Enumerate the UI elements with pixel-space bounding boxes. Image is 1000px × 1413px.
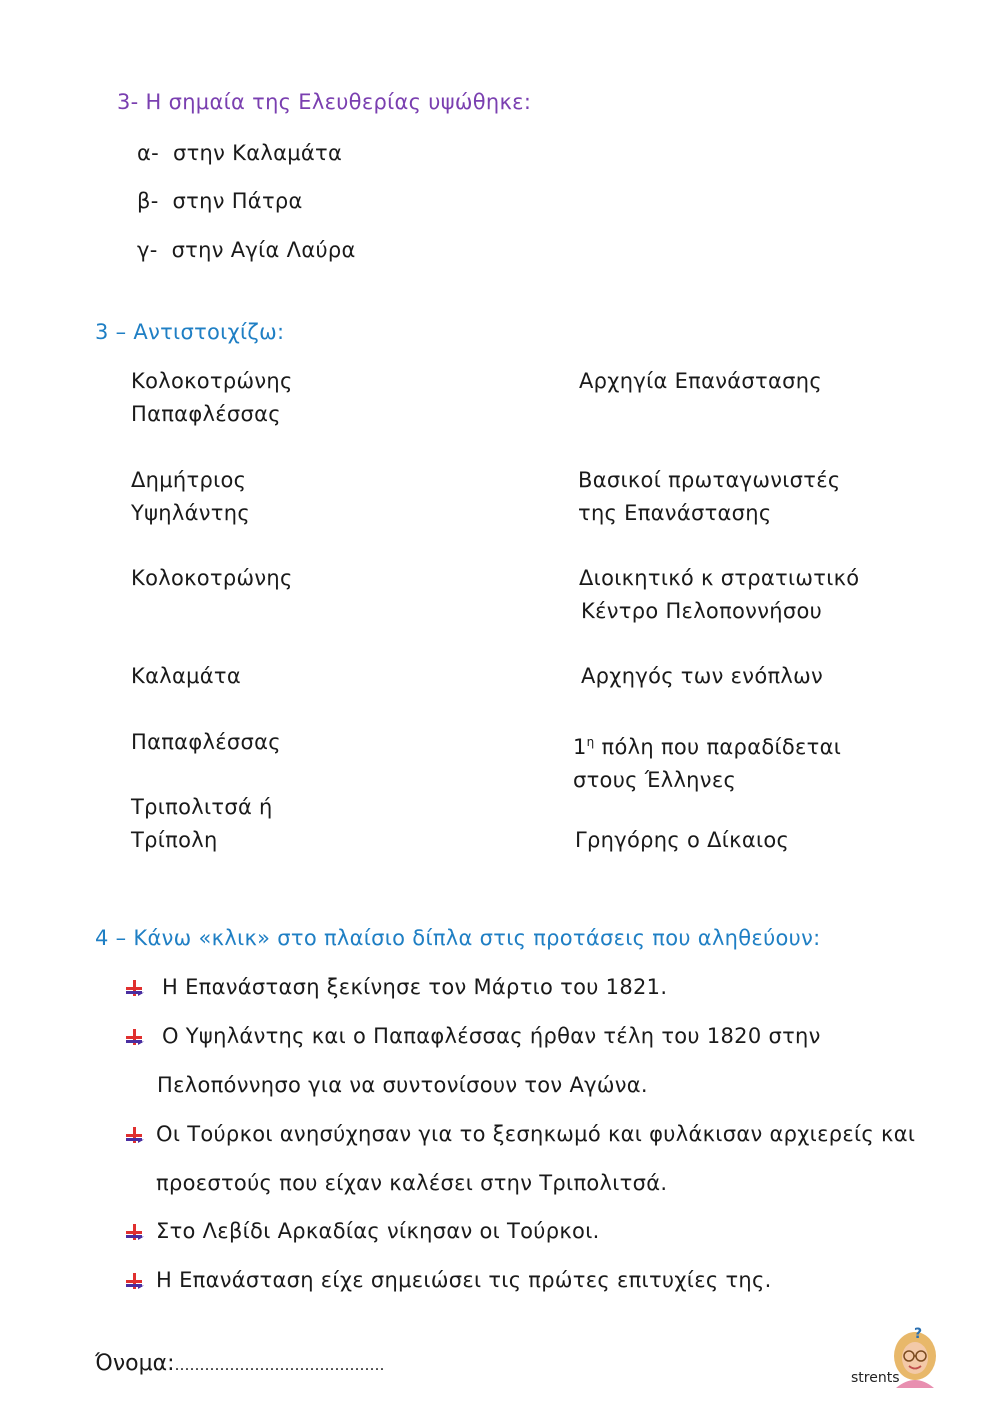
- match-left-item-2[interactable]: [131, 464, 250, 530]
- option-prefix: γ-: [137, 238, 158, 262]
- avatar-icon: [888, 1326, 944, 1388]
- match-left-line: Παπαφλέσσας: [131, 730, 281, 754]
- match-right-line: Αρχηγία Επανάστασης: [579, 369, 822, 393]
- arrow-bullet-icon: [124, 1271, 146, 1293]
- statement-text: Οι Τούρκοι ανησύχησαν για το ξεσηκωμό και φυλάκισαν αρχιερείς και: [156, 1122, 916, 1146]
- option-text: στην Αγία Λαύρα: [171, 238, 356, 262]
- statement-text: Η Επανάσταση ξεκίνησε τον Μάρτιο του 1821.: [162, 975, 668, 999]
- match-right-line: Βασικοί πρωταγωνιστές: [578, 468, 841, 492]
- option-text: στην Καλαμάτα: [172, 141, 343, 165]
- match-left-line: Υψηλάντης: [131, 501, 250, 525]
- q4-statement-3-cont: προεστούς που είχαν καλέσει στην Τριπολιτσά.: [156, 1171, 668, 1195]
- match-right-item-4[interactable]: [581, 660, 823, 693]
- match-right-item-1[interactable]: [579, 365, 822, 398]
- statement-text: Ο Υψηλάντης και ο Παπαφλέσσας ήρθαν τέλη του 1820 στην: [162, 1024, 821, 1048]
- match-right-item-3[interactable]: [579, 562, 859, 628]
- match-right-line: Διοικητικό κ στρατιωτικό: [579, 566, 860, 590]
- name-dots: ……………………………………: [174, 1356, 385, 1374]
- match-left-line: Δημήτριος: [131, 468, 247, 492]
- q4-statement-4[interactable]: [156, 1219, 600, 1243]
- ordinal-suffix: η: [586, 735, 595, 749]
- match-right-line: Γρηγόρης ο Δίκαιος: [575, 828, 790, 852]
- arrow-bullet-icon: [124, 1125, 146, 1147]
- arrow-bullet-icon: [124, 1222, 146, 1244]
- match-left-item-3[interactable]: [131, 562, 293, 595]
- match-right-line: [573, 726, 841, 764]
- match-left-item-1[interactable]: [131, 365, 293, 431]
- match-left-line: Παπαφλέσσας: [131, 402, 281, 426]
- ordinal-number: 1: [573, 735, 587, 759]
- option-prefix: β-: [137, 189, 159, 213]
- q4-statement-2[interactable]: [162, 1024, 821, 1048]
- match-left-item-5[interactable]: [131, 726, 281, 759]
- brand-label: strents: [851, 1370, 900, 1386]
- q4-title: 4 – Κάνω «κλικ» στο πλαίσιο δίπλα στις προτάσεις που αληθεύουν:: [95, 926, 821, 950]
- statement-text: Στο Λεβίδι Αρκαδίας νίκησαν οι Τούρκοι.: [156, 1219, 600, 1243]
- statement-text: Η Επανάσταση είχε σημειώσει τις πρώτες επιτυχίες της.: [156, 1268, 772, 1292]
- match-right-line: Κέντρο Πελοποννήσου: [581, 599, 823, 623]
- arrow-bullet-icon: [124, 978, 146, 1000]
- q3-option-c[interactable]: [137, 238, 356, 262]
- match-left-line: Τρίπολη: [131, 828, 218, 852]
- option-prefix: α-: [137, 141, 160, 165]
- match-left-line: Καλαμάτα: [131, 664, 241, 688]
- match-left-item-4[interactable]: [131, 660, 241, 693]
- match-left-line: Τριπολιτσά ή: [131, 795, 273, 819]
- q3-option-b[interactable]: [137, 189, 303, 213]
- match-right-line: Αρχηγός των ενόπλων: [581, 664, 824, 688]
- name-label: Όνομα:: [95, 1351, 175, 1376]
- match-title: 3 – Αντιστοιχίζω:: [95, 320, 285, 344]
- match-left-line: Κολοκοτρώνης: [131, 566, 293, 590]
- q4-statement-5[interactable]: [156, 1268, 772, 1292]
- match-right-item-6[interactable]: [575, 824, 789, 857]
- match-left-item-6[interactable]: [131, 791, 273, 857]
- option-text: στην Πάτρα: [172, 189, 303, 213]
- q4-statement-3[interactable]: [156, 1122, 915, 1146]
- q3-option-a[interactable]: [137, 141, 342, 165]
- svg-text:?: ?: [914, 1326, 923, 1342]
- q4-statement-2-cont: Πελοπόννησο για να συντονίσουν τον Αγώνα.: [157, 1073, 648, 1097]
- match-right-item-5[interactable]: [573, 726, 841, 797]
- match-right-text: πόλη που παραδίδεται: [594, 735, 842, 759]
- arrow-bullet-icon: [124, 1027, 146, 1049]
- match-right-line: της Επανάστασης: [578, 501, 772, 525]
- q4-statement-1[interactable]: [162, 975, 667, 999]
- q3-title: 3- Η σημαία της Ελευθερίας υψώθηκε:: [117, 90, 532, 114]
- match-right-line: στους Έλληνες: [573, 768, 737, 792]
- name-field[interactable]: [95, 1351, 385, 1376]
- match-right-item-2[interactable]: [578, 464, 841, 530]
- match-left-line: Κολοκοτρώνης: [131, 369, 293, 393]
